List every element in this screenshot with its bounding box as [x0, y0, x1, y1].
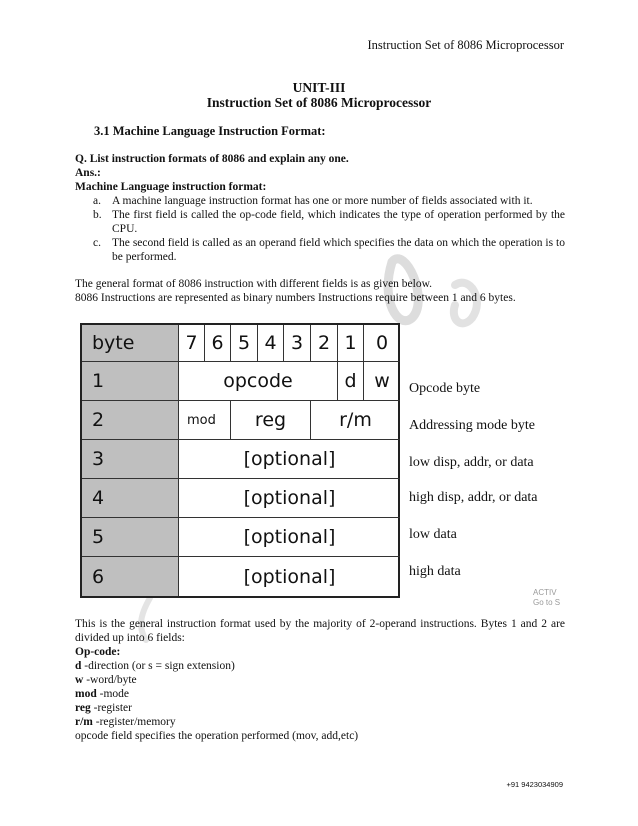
- bit-5: 5: [231, 325, 258, 362]
- section-heading: 3.1 Machine Language Instruction Format:: [94, 124, 326, 138]
- list-item: [75, 194, 565, 208]
- opcode-heading: Op-code:: [75, 646, 121, 658]
- phone-number: +91 9423034909: [506, 780, 563, 789]
- page-title: Instruction Set of 8086 Microprocessor: [206, 95, 432, 110]
- bit-0: 0: [364, 325, 400, 362]
- mod-field: mod: [179, 401, 231, 440]
- optional-field: [optional]: [179, 479, 400, 518]
- row-label-4: 4: [82, 479, 179, 518]
- row-description: low data: [409, 527, 457, 542]
- row-label-3: 3: [82, 440, 179, 479]
- body-paragraph: This is the general instruction format used by the majority of 2-operand instructions. Bytes 1 and 2 are divided up into 6 fields:: [75, 618, 565, 644]
- optional-field: [optional]: [179, 518, 400, 557]
- list-marker: a.: [93, 195, 101, 207]
- watermark-line-2: Go to S: [533, 598, 561, 607]
- row-description: high disp, addr, or data: [409, 490, 538, 505]
- row-description: high data: [409, 564, 461, 579]
- question: Q. List instruction formats of 8086 and explain any one.: [75, 153, 349, 165]
- unit-heading: UNIT-III: [292, 80, 346, 95]
- opcode-field: opcode: [179, 362, 338, 401]
- list-marker: c.: [93, 237, 101, 249]
- instruction-format-table: [80, 323, 400, 598]
- list-text: The second field is called as an operand field which specifies the data on which the operation is to be performed.: [112, 237, 565, 263]
- optional-field: [optional]: [179, 440, 400, 479]
- list-text: The first field is called the op-code field, which indicates the type of operation performed by the CPU.: [112, 209, 565, 235]
- reg-field: reg: [231, 401, 311, 440]
- bit-4: 4: [258, 325, 284, 362]
- format-list: [75, 194, 565, 264]
- row-description: Opcode byte: [409, 381, 481, 396]
- definition-rm: [75, 715, 176, 729]
- definition-desc: -mode: [96, 688, 129, 700]
- definition-term: r/m: [75, 716, 93, 728]
- list-marker: b.: [93, 209, 102, 221]
- definition-d: [75, 659, 235, 673]
- row-label-2: 2: [82, 401, 179, 440]
- bit-7: 7: [179, 325, 205, 362]
- page-header: Instruction Set of 8086 Microprocessor: [367, 38, 564, 52]
- list-text: A machine language instruction format has one or more number of fields associated with it.: [112, 195, 533, 207]
- list-item: [75, 208, 565, 236]
- rm-field: r/m: [311, 401, 400, 440]
- w-field: w: [364, 362, 400, 401]
- definition-w: [75, 673, 137, 687]
- instruction-size-text: 8086 Instructions are represented as binary numbers Instructions require between 1 and 6 bytes.: [75, 292, 516, 304]
- row-label-6: 6: [82, 557, 179, 596]
- definition-term: w: [75, 674, 84, 686]
- bit-1: 1: [338, 325, 364, 362]
- bit-6: 6: [205, 325, 231, 362]
- definition-desc: -register: [90, 702, 132, 714]
- general-format-text: The general format of 8086 instruction with different fields is as given below.: [75, 278, 433, 290]
- watermark-line-1: ACTIV: [533, 588, 557, 597]
- optional-field: [optional]: [243, 565, 336, 588]
- definition-term: mod: [75, 688, 97, 700]
- list-item: [75, 236, 565, 264]
- definition-mod: [75, 687, 129, 701]
- definition-desc: -direction (or s = sign extension): [81, 660, 235, 672]
- row-label-1: 1: [82, 362, 179, 401]
- bit-3: 3: [284, 325, 311, 362]
- definition-desc: -word/byte: [83, 674, 137, 686]
- table-header-label: byte: [82, 325, 179, 362]
- format-heading: Machine Language instruction format:: [75, 181, 267, 193]
- row-label-5: 5: [82, 518, 179, 557]
- definition-desc: -register/memory: [92, 716, 176, 728]
- d-field: d: [338, 362, 364, 401]
- definition-reg: [75, 701, 132, 715]
- bit-2: 2: [311, 325, 338, 362]
- row-description: Addressing mode byte: [409, 418, 535, 433]
- answer-label: Ans.:: [75, 167, 101, 179]
- definition-term: reg: [75, 702, 91, 714]
- definition-term: d: [75, 660, 82, 672]
- row-description: low disp, addr, or data: [409, 455, 534, 470]
- opcode-summary: opcode field specifies the operation performed (mov, add,etc): [75, 730, 359, 742]
